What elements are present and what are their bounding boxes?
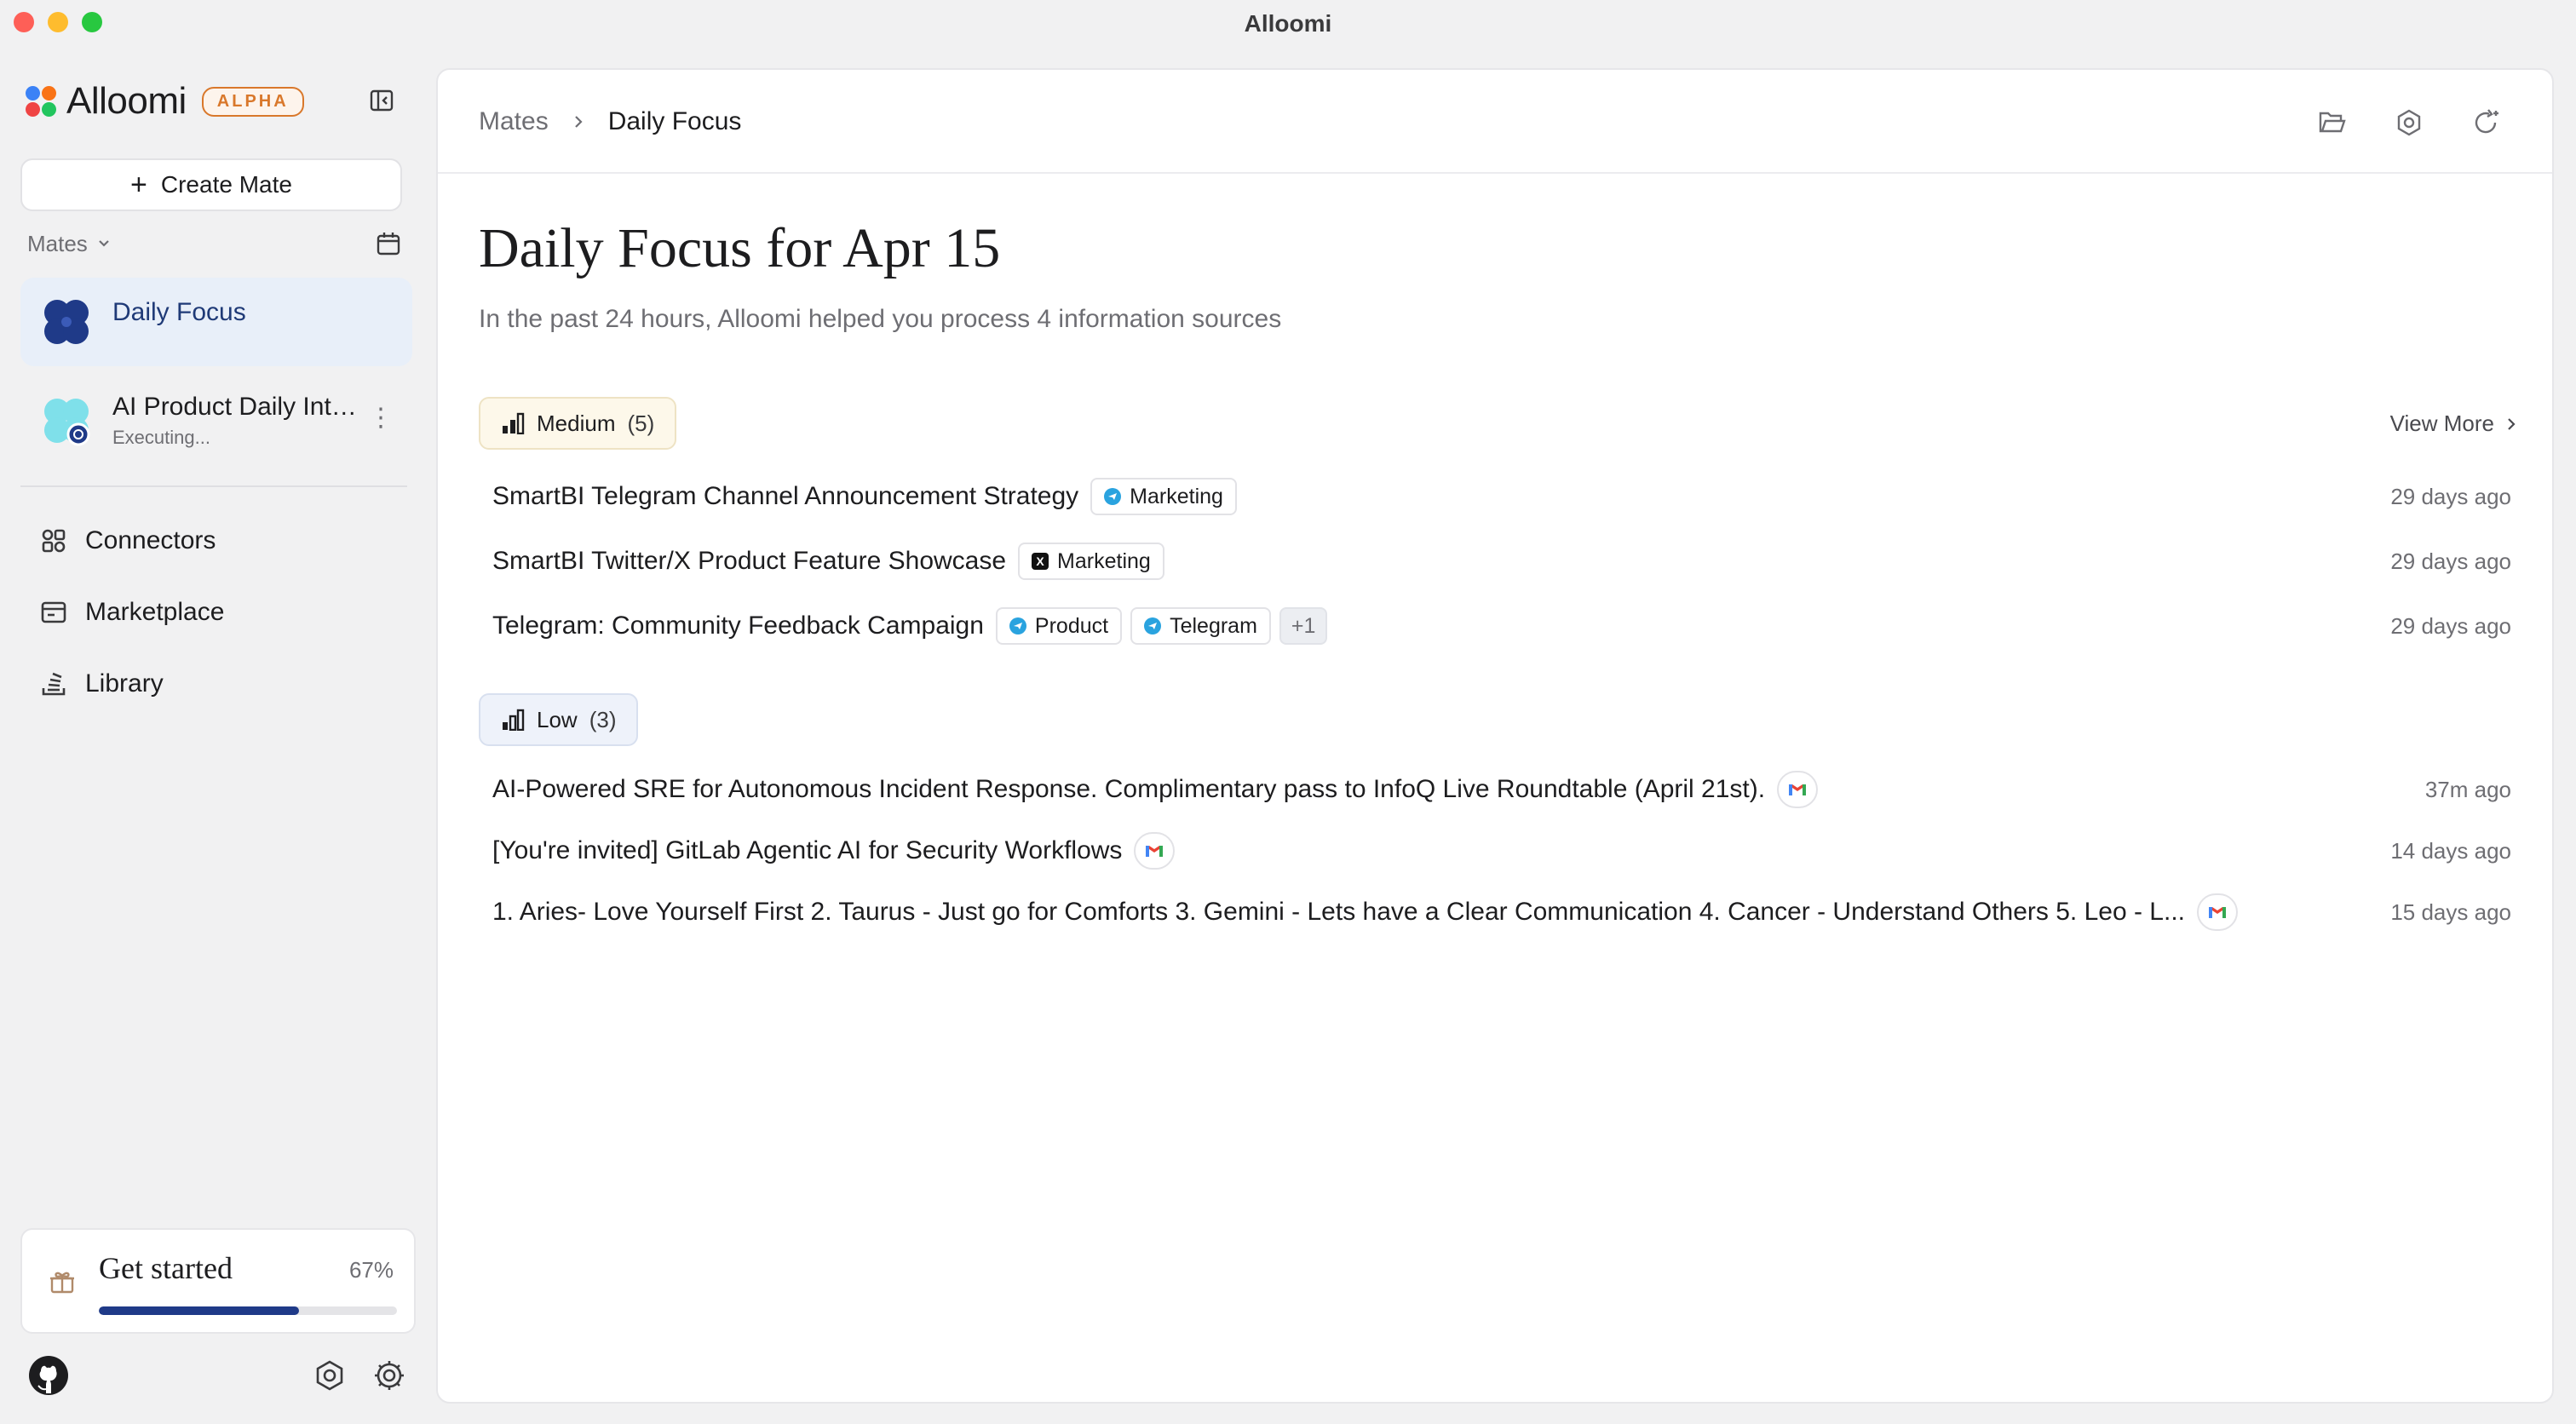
mate-name: AI Product Daily Int… [112, 393, 357, 421]
ai-product-avatar [41, 395, 92, 446]
breadcrumb [479, 107, 741, 136]
item-time: 29 days ago [2390, 548, 2511, 574]
main-panel [436, 68, 2554, 1404]
item-title: Telegram: Community Feedback Campaign [492, 612, 984, 640]
page-title: Daily Focus for Apr 15 [479, 217, 1001, 279]
tag-label: Marketing [1057, 548, 1151, 573]
gear-icon[interactable] [373, 1359, 405, 1392]
group-label: Medium [537, 410, 616, 436]
breadcrumb-mates-link[interactable]: Mates [479, 107, 549, 135]
mates-label: Mates [27, 230, 88, 256]
settings-gear-icon[interactable] [2394, 107, 2424, 138]
signal-bars-icon [501, 709, 525, 731]
sidebar-footer [26, 1354, 409, 1398]
alloomi-logo-icon [26, 86, 56, 117]
group-count: (5) [627, 410, 655, 436]
more-tags-chip[interactable]: +1 [1279, 607, 1328, 645]
item-time: 37m ago [2424, 776, 2511, 802]
sidebar-item-connectors[interactable] [39, 526, 216, 555]
item-time: 29 days ago [2390, 483, 2511, 509]
group-count: (3) [589, 706, 617, 732]
item-time: 14 days ago [2390, 837, 2511, 864]
more-options-icon[interactable]: ⋮ [368, 404, 394, 432]
telegram-icon [1144, 617, 1161, 634]
gmail-icon [1134, 832, 1175, 870]
calendar-icon[interactable] [375, 230, 402, 257]
mate-name: Daily Focus [112, 298, 246, 326]
page-subtitle: In the past 24 hours, Alloomi helped you process 4 information sources [479, 305, 1282, 333]
view-more-label: View More [2389, 411, 2494, 436]
item-title: SmartBI Twitter/X Product Feature Showcase [492, 547, 1007, 575]
mates-dropdown[interactable] [27, 231, 112, 257]
list-item[interactable] [492, 475, 2511, 518]
create-mate-button[interactable] [20, 158, 402, 211]
x-twitter-icon: X [1032, 553, 1049, 570]
get-started-progress-fill [99, 1306, 299, 1315]
get-started-percent: 67% [348, 1257, 394, 1283]
tag-chip[interactable] [1018, 543, 1164, 580]
list-item[interactable] [492, 540, 2511, 583]
gmail-icon [2197, 893, 2238, 931]
brand [26, 80, 304, 123]
item-title: 1. Aries- Love Yourself First 2. Taurus - Just go for Comforts 3. Gemini - Lets have a Clear Communication 4. Cancer - Understand Others 5. Leo - L... [492, 898, 2185, 926]
collapse-sidebar-icon[interactable] [368, 87, 395, 114]
tag-chip[interactable] [996, 607, 1122, 645]
signal-bars-icon [501, 412, 525, 434]
sidebar-item-label: Marketplace [85, 598, 225, 626]
main-header [438, 70, 2552, 174]
view-more-link[interactable] [2390, 411, 2518, 437]
create-mate-label: Create Mate [160, 171, 292, 198]
mates-header [27, 230, 402, 257]
get-started-progress-bar [99, 1306, 397, 1315]
maximize-window-button[interactable] [82, 12, 102, 32]
tag-chip[interactable] [1090, 478, 1237, 515]
item-time: 29 days ago [2390, 612, 2511, 639]
chevron-right-icon [2504, 416, 2518, 432]
window-title: Alloomi [1244, 10, 1332, 37]
list-item[interactable] [492, 891, 2511, 933]
gift-icon [48, 1267, 77, 1296]
breadcrumb-current: Daily Focus [607, 107, 742, 135]
header-actions [2317, 107, 2501, 138]
chevron-down-icon [96, 236, 112, 251]
library-icon [39, 669, 68, 698]
priority-badge-low[interactable] [479, 693, 638, 746]
mate-item-ai-product-daily[interactable] [20, 376, 412, 465]
sidebar [0, 48, 436, 1424]
get-started-title: Get started [99, 1251, 233, 1285]
sidebar-item-marketplace[interactable] [39, 598, 224, 627]
tag-chip[interactable] [1130, 607, 1271, 645]
marketplace-icon [39, 598, 68, 627]
list-item[interactable] [492, 768, 2511, 811]
list-item[interactable] [492, 605, 2511, 647]
item-title: [You're invited] GitLab Agentic AI for Security Workflows [492, 836, 1123, 864]
plus-icon: + [130, 168, 147, 201]
group-label: Low [537, 706, 578, 732]
sidebar-divider [20, 485, 407, 487]
window-titlebar [0, 0, 2576, 48]
minimize-window-button[interactable] [48, 12, 68, 32]
chevron-right-icon [571, 114, 586, 129]
close-window-button[interactable] [14, 12, 34, 32]
daily-focus-avatar [41, 296, 92, 347]
sidebar-item-library[interactable] [39, 669, 164, 698]
tag-label: Telegram [1170, 613, 1257, 638]
sidebar-item-label: Library [85, 669, 164, 698]
item-time: 15 days ago [2390, 899, 2511, 925]
item-title: SmartBI Telegram Channel Announcement Strategy [492, 482, 1079, 510]
refresh-icon[interactable] [2470, 107, 2501, 138]
list-item[interactable] [492, 830, 2511, 872]
tag-label: Marketing [1130, 484, 1223, 508]
window-controls [14, 12, 102, 32]
get-started-card[interactable] [20, 1228, 416, 1334]
item-title: AI-Powered SRE for Autonomous Incident Response. Complimentary pass to InfoQ Live Roundtable (April 21st). [492, 775, 1766, 803]
mate-status: Executing... [112, 427, 210, 448]
settings-icon[interactable] [313, 1359, 346, 1392]
gmail-icon [1777, 771, 1818, 808]
alpha-badge: ALPHA [202, 87, 304, 117]
tag-label: Product [1034, 613, 1109, 638]
telegram-icon [1009, 617, 1026, 634]
github-icon[interactable] [27, 1354, 70, 1397]
connectors-icon [39, 526, 68, 555]
priority-badge-medium[interactable] [479, 397, 676, 450]
sidebar-item-label: Connectors [85, 526, 216, 554]
telegram-icon [1104, 488, 1121, 505]
brand-name: Alloomi [66, 80, 187, 122]
folder-icon[interactable] [2317, 107, 2348, 138]
mate-item-daily-focus[interactable] [20, 278, 412, 366]
